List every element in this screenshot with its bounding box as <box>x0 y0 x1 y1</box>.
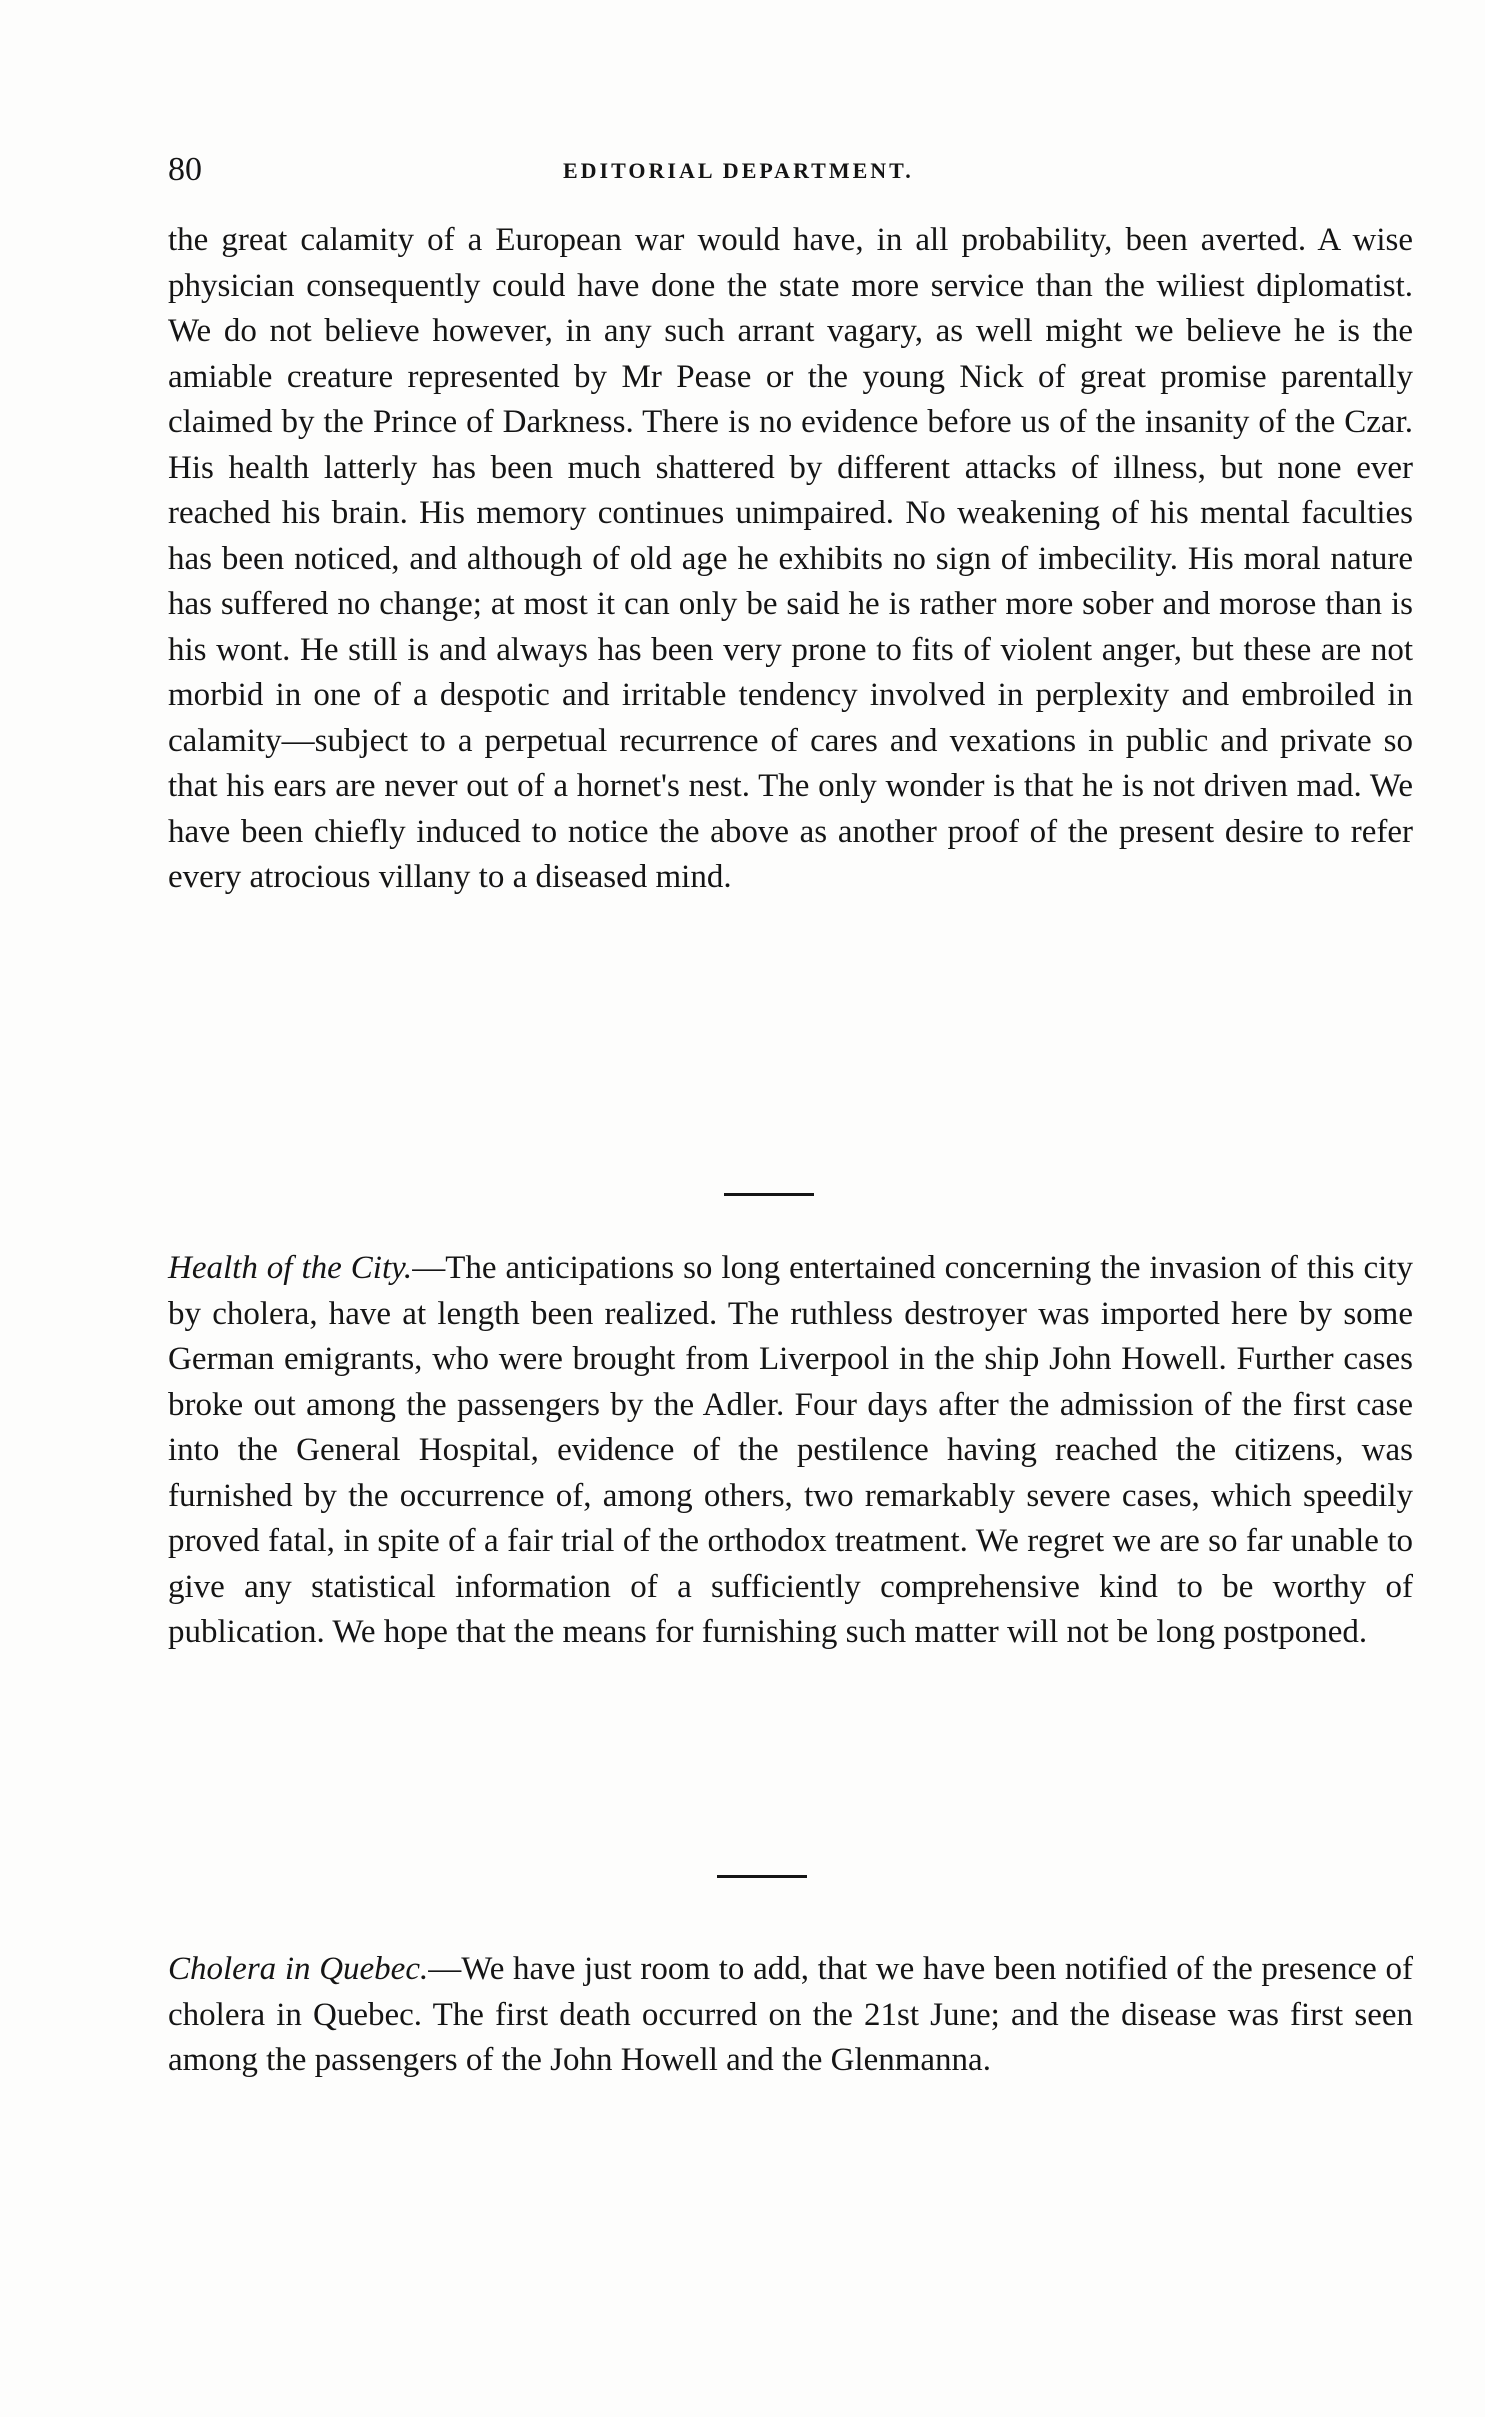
paragraph-text: —We have just room to add, that we have been notified of the presence of cholera in Quebec. The first death occurred on the 21st June; and the disease was first seen among the passengers of the John Howell and the Glenmanna. <box>168 1951 1413 2078</box>
paragraph-czar-insanity <box>168 218 1413 901</box>
running-head: EDITORIAL DEPARTMENT. <box>563 158 914 183</box>
section-title: Health of the City. <box>168 1250 413 1286</box>
section-divider <box>724 1193 814 1196</box>
paragraph-text: —The anticipations so long entertained concerning the invasion of this city by cholera, have at length been realized. The ruthless destroyer was imported here by some German emigrants, who were brought from Liverpool in the ship John Howell. Further cases broke out among the passengers by the Adler. Four days after the admission of the first case into the General Hospital, evidence of the pestilence having reached the citizens, was furnished by the occurrence of, among others, two remarkably severe cases, which speedily proved fatal, in spite of a fair trial of the orthodox treatment. We regret we are so far unable to give any statistical information of a sufficiently comprehensive kind to be worthy of publication. We hope that the means for furnishing such matter will not be long postponed. <box>168 1250 1413 1650</box>
paragraph-cholera-in-quebec <box>168 1947 1413 2084</box>
page-header <box>168 150 1413 190</box>
paragraph-text: the great calamity of a European war would have, in all probability, been averted. A wise physician consequently could have done the state more service than the wiliest diplomatist. We do not believe however, in any such arrant vagary, as well might we believe he is the amiable creature represented by Mr Pease or the young Nick of great promise parentally claimed by the Prince of Darkness. There is no evidence before us of the insanity of the Czar. His health latterly has been much shattered by different attacks of illness, but none ever reached his brain. His memory continues unimpaired. No weakening of his mental faculties has been noticed, and although of old age he exhibits no sign of imbecility. His moral nature has suffered no change; at most it can only be said he is rather more sober and morose than is his wont. He still is and always has been very prone to fits of violent anger, but these are not morbid in one of a despotic and irritable tendency involved in perplexity and embroiled in calamity—subject to a perpetual recurrence of cares and vexations in public and private so that his ears are never out of a hornet's nest. The only wonder is that he is not driven mad. We have been chiefly induced to notice the above as another proof of the present desire to refer every atrocious villany to a diseased mind. <box>168 222 1413 895</box>
section-title: Cholera in Quebec. <box>168 1951 429 1987</box>
page-number: 80 <box>168 151 202 188</box>
paragraph-health-of-city <box>168 1246 1413 1656</box>
section-divider <box>717 1875 807 1878</box>
